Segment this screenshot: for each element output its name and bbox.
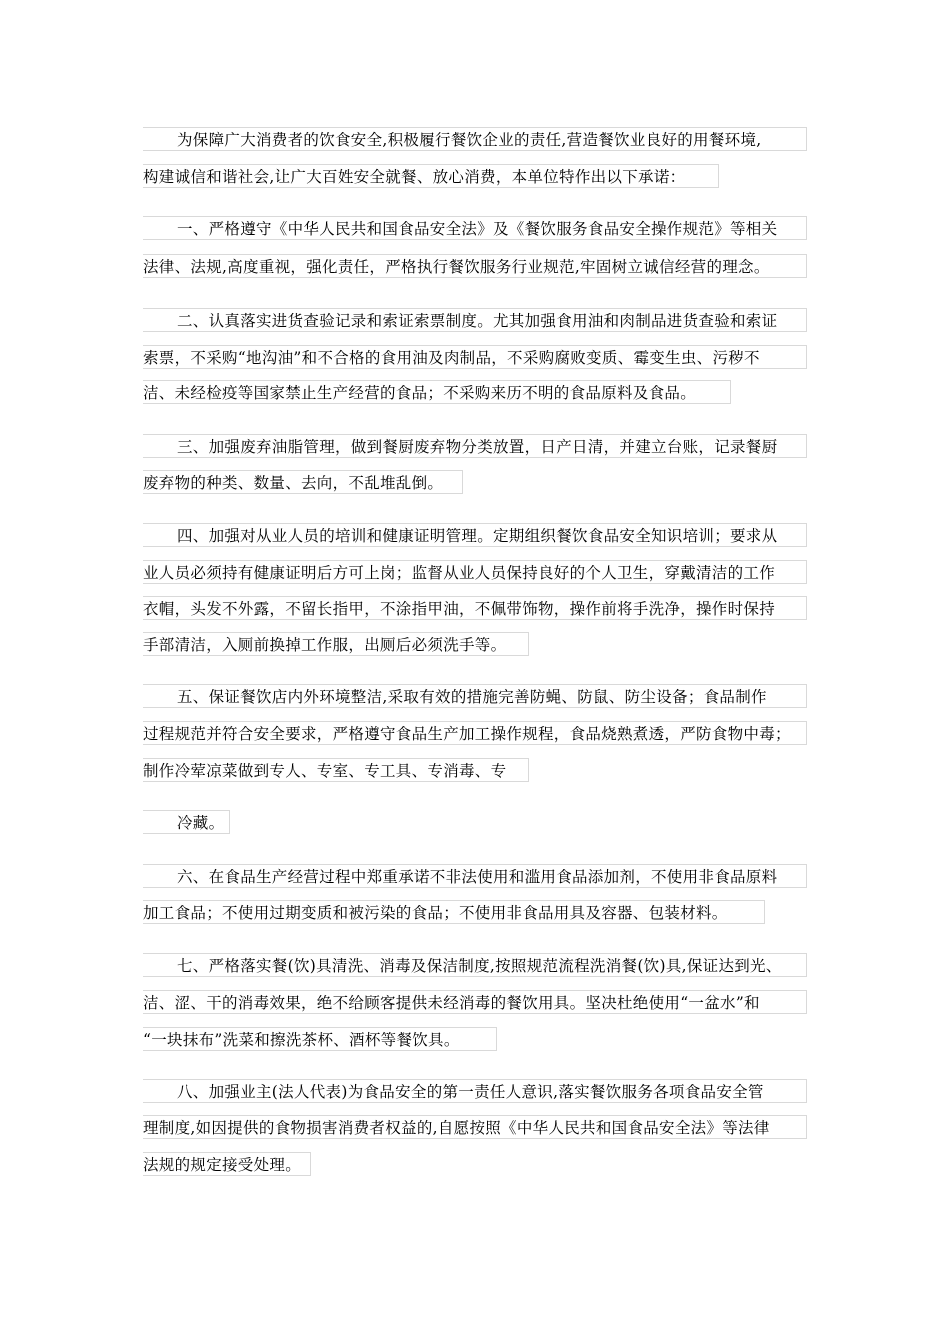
text-line: 六、在食品生产经营过程中郑重承诺不非法使用和滥用食品添加剂，不使用非食品原料: [143, 864, 807, 888]
text-line: 理制度,如因提供的食物损害消费者权益的,自愿按照《中华人民共和国食品安全法》等法律: [143, 1115, 807, 1139]
text-line: 一、严格遵守《中华人民共和国食品安全法》及《餐饮服务食品安全操作规范》等相关: [143, 216, 807, 240]
text-line: 冷藏。: [143, 810, 230, 834]
text-line: 洁、涩、干的消毒效果，绝不给顾客提供未经消毒的餐饮用具。坚决杜绝使用“一盆水”和: [143, 990, 807, 1014]
text-line: 加工食品；不使用过期变质和被污染的食品；不使用非食品用具及容器、包装材料。: [143, 900, 765, 924]
text-line: “一块抹布”洗菜和擦洗茶杯、酒杯等餐饮具。: [143, 1027, 497, 1051]
text-line: 制作冷荤凉菜做到专人、专室、专工具、专消毒、专: [143, 758, 529, 782]
text-line: 法律、法规,高度重视，强化责任，严格执行餐饮服务行业规范,牢固树立诚信经营的理念。: [143, 254, 807, 278]
text-line: 七、严格落实餐(饮)具清洗、消毒及保洁制度,按照规范流程洗消餐(饮)具,保证达到光、: [143, 953, 807, 977]
text-line: 构建诚信和谐社会,让广大百姓安全就餐、放心消费，本单位特作出以下承诺：: [143, 164, 719, 188]
text-line: 五、保证餐饮店内外环境整洁,采取有效的措施完善防蝇、防鼠、防尘设备；食品制作: [143, 684, 807, 708]
text-line: 过程规范并符合安全要求，严格遵守食品生产加工操作规程，食品烧熟煮透，严防食物中毒；: [143, 721, 807, 745]
text-line: 业人员必须持有健康证明后方可上岗；监督从业人员保持良好的个人卫生，穿戴清洁的工作: [143, 560, 807, 584]
text-line: 衣帽，头发不外露，不留长指甲，不涂指甲油，不佩带饰物，操作前将手洗净，操作时保持: [143, 596, 807, 620]
text-line: 洁、未经检疫等国家禁止生产经营的食品；不采购来历不明的食品原料及食品。: [143, 380, 731, 404]
text-line: 手部清洁，入厕前换掉工作服，出厕后必须洗手等。: [143, 632, 529, 656]
text-line: 法规的规定接受处理。: [143, 1152, 311, 1176]
text-line: 废弃物的种类、数量、去向，不乱堆乱倒。: [143, 470, 463, 494]
text-line: 八、加强业主(法人代表)为食品安全的第一责任人意识,落实餐饮服务各项食品安全管: [143, 1079, 807, 1103]
text-line: 四、加强对从业人员的培训和健康证明管理。定期组织餐饮食品安全知识培训；要求从: [143, 523, 807, 547]
text-line: 为保障广大消费者的饮食安全,积极履行餐饮企业的责任,营造餐饮业良好的用餐环境,: [143, 127, 807, 151]
text-line: 索票，不采购“地沟油”和不合格的食用油及肉制品，不采购腐败变质、霉变生虫、污秽不: [143, 345, 807, 369]
text-line: 三、加强废弃油脂管理，做到餐厨废弃物分类放置，日产日清，并建立台账，记录餐厨: [143, 434, 807, 458]
text-line: 二、认真落实进货查验记录和索证索票制度。尤其加强食用油和肉制品进货查验和索证: [143, 308, 807, 332]
